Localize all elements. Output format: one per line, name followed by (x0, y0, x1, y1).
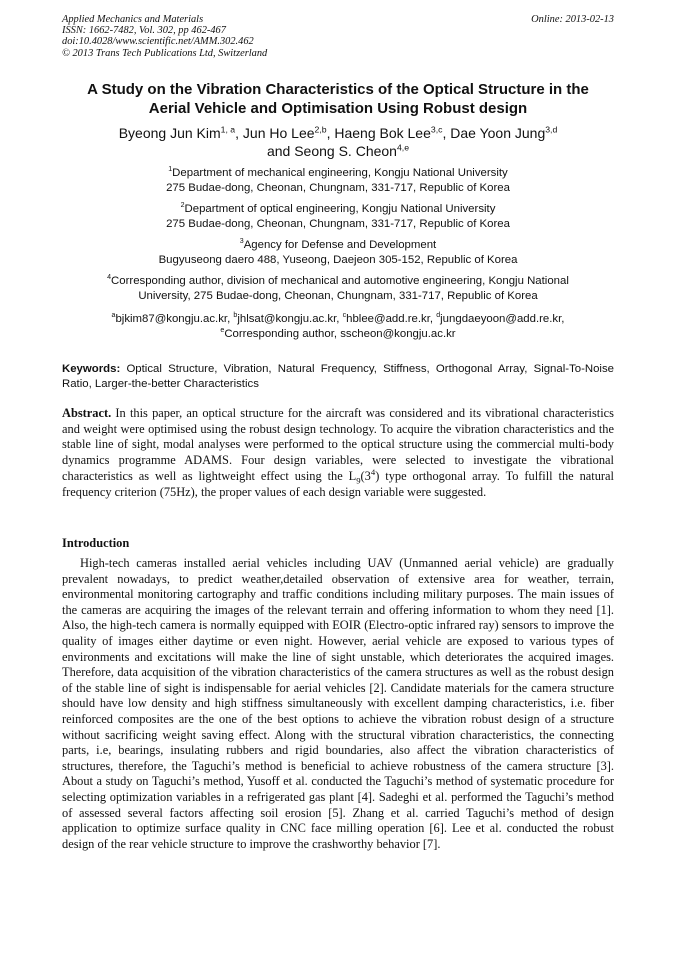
doi-line: doi:10.4028/www.scientific.net/AMM.302.462 (62, 36, 254, 48)
abstract-text: In this paper, an optical structure for the aircraft was considered and its vibrational characteristics and weight were optimised using the robust design technology. To acquire the vibration characteristics and the stable line of sight, modal analyses were performed to the optical structure using the commercial multi-body dynamics programme ADAMS. Four design variables, were selected to investigate the vibrational characteristics as well as lightweight effect using the L (62, 406, 614, 483)
affiliation-number: 4 (107, 274, 112, 282)
author-separator: , (235, 125, 243, 141)
author-line-2 (62, 142, 614, 160)
corresponding-email[interactable]: Corresponding author, sscheon@kongju.ac.kr (224, 328, 456, 341)
author-superscript: 4,e (396, 142, 410, 153)
copyright-line: © 2013 Trans Tech Publications Ltd, Switzerland (62, 47, 268, 59)
author-name: Dae Yoon Jung (450, 125, 546, 141)
email-link[interactable]: jungdaeyoon@add.re.kr, (440, 313, 565, 325)
keywords (62, 362, 614, 392)
affiliation-text: Corresponding author, division of mechanical and automotive engineering, Kongju National (111, 275, 569, 287)
email-list: $^a$bjkim87@kongju.ac.kr, $^b$jhlsat@kongju.ac.kr, $^c$hblee@add.re.kr, $^d$jungdaeyoon@add.re.kr, $^e$Corresponding author, sscheon@kongju.ac.kr (111, 312, 565, 341)
email-link[interactable]: hblee@add.re.kr, (346, 313, 437, 325)
affiliation-3 (62, 238, 614, 268)
affiliation-address: 275 Budae-dong, Cheonan, Chungnam, 331-717, Republic of Korea (166, 182, 510, 195)
affiliation-text: Department of mechanical engineering, Kongju National University (172, 167, 508, 179)
paper-title (62, 80, 614, 118)
affiliation-address: Bugyuseong daero 488, Yuseong, Daejeon 305-152, Republic of Korea (158, 254, 518, 267)
affiliation-text: Agency for Defense and Development (243, 239, 437, 251)
author-list (62, 124, 614, 160)
affiliation-number: 2 (180, 202, 185, 210)
journal-name: Applied Mechanics and Materials (62, 14, 204, 25)
online-date: Online: 2013-02-13 (531, 14, 614, 25)
keywords-text: Optical Structure, Vibration, Natural Frequency, Stiffness, Orthogonal Array, Signal-To-Noise Ratio, Larger-the-better Characteristics (62, 363, 614, 390)
affiliation-address: University, 275 Budae-dong, Cheonan, Chungnam, 331-717, Republic of Korea (138, 290, 538, 303)
author-separator: , (326, 125, 335, 141)
author-name: Byeong Jun Kim (118, 125, 221, 141)
author-superscript: 3,c (430, 124, 443, 135)
introduction-heading: Introduction (62, 536, 130, 550)
author-line-1 (62, 124, 614, 142)
author-name: Jun Ho Lee (242, 125, 315, 141)
affiliation-number: 1 (168, 166, 173, 174)
affiliation-1 (62, 166, 614, 196)
author-superscript: 2,b (314, 124, 327, 135)
keywords-label: Keywords: (62, 363, 121, 375)
author-name: and Seong S. Cheon (266, 143, 397, 159)
author-separator: , (442, 125, 451, 141)
affiliation-address: 275 Budae-dong, Cheonan, Chungnam, 331-717, Republic of Korea (166, 218, 510, 231)
affiliation-number: 3 (239, 238, 244, 246)
affiliation-text: Department of optical engineering, Kongju National University (184, 203, 496, 215)
author-superscript: 3,d (545, 124, 558, 135)
author-name: Haeng Bok Lee (334, 125, 431, 141)
author-superscript: 1, a (220, 124, 236, 135)
affiliation-4 (62, 274, 614, 304)
affiliation-2 (62, 202, 614, 232)
introduction-paragraph: High-tech cameras installed aerial vehicles including UAV (Unmanned aerial vehicle) are gradually prevalent nowadays, to predict weather,detailed observation of extensive area for weather, terrain, environmental monitoring cartography and traffic conditions including military purposes. The main issues of the cameras are acquiring the images of the relevant terrain and offering information to whom they need [1]. Also, the high-tech camera is normally equipped with EOIR (Electro-optic infrared ray) sensors to improve the quality of images either daytime or even night. However, aerial vehicle are exposed to various types of environments and excitations will make the line of sight unstable, which deteriorates the acquired images. Therefore, data acquisition of the vibration characteristics of the camera structures as well as the robust design of the stable line of sight is indispensable for aerial vehicles [2]. Candidate materials for the camera structure should have low density and high stiffness simultaneously with excellent damping characteristics, i.e. fiber reinforced composites are the one of the best options to achieve the vibration robust design of a structure without sacrificing weight saving effect. Along with the structural vibration characteristics, the connecting parts, i.e, bearings, insulating rubbers and rigid boundaries, also affect the vibration characteristics of structures, therefore, the Taguchi’s method is beneficial to achieve robustness of the camera structure [3]. About a study on Taguchi’s method, Yusoff et al. conducted the Taguchi’s method of systematic procedure for selecting optimization variables in a refrigerated gas plant [4]. Sadeghi et al. performed the Taguchi’s method of assessed several factors affecting soil erosion [5]. Zhang et al. carried Taguchi’s method of design application to optimize surface quality in CNC face milling operation [6]. Lee et al. conducted the robust design of the rear vehicle structure to improve the crashworthy behavior [7]. (62, 556, 614, 851)
email-link[interactable]: jhlsat@kongju.ac.kr, (237, 313, 343, 325)
journal-header (62, 14, 614, 59)
abstract: Abstract. In this paper, an optical structure for the aircraft was considered and its vibrational characteristics and weight were optimised using the robust design technology. To acquire the vibration characteristics and the stable line of sight, modal analyses were performed to the optical structure using the commercial multi-body dynamics programme ADAMS. Four design variables, were selected to investigate the vibrational characteristics as well as lightweight effect using the $L_9(3^4)$ type orthogonal array. To fulfill the natural frequency criterion (75Hz), the proper values of each design variable were suggested. (62, 406, 614, 499)
title-line-1: A Study on the Vibration Characteristics of the Optical Structure in the (87, 81, 589, 98)
email-link[interactable]: bjkim87@kongju.ac.kr, (115, 313, 234, 325)
issn-line: ISSN: 1662-7482, Vol. 302, pp 462-467 (62, 25, 226, 37)
title-line-2: Aerial Vehicle and Optimisation Using Robust design (148, 100, 528, 117)
abstract-label: Abstract. (62, 406, 112, 420)
